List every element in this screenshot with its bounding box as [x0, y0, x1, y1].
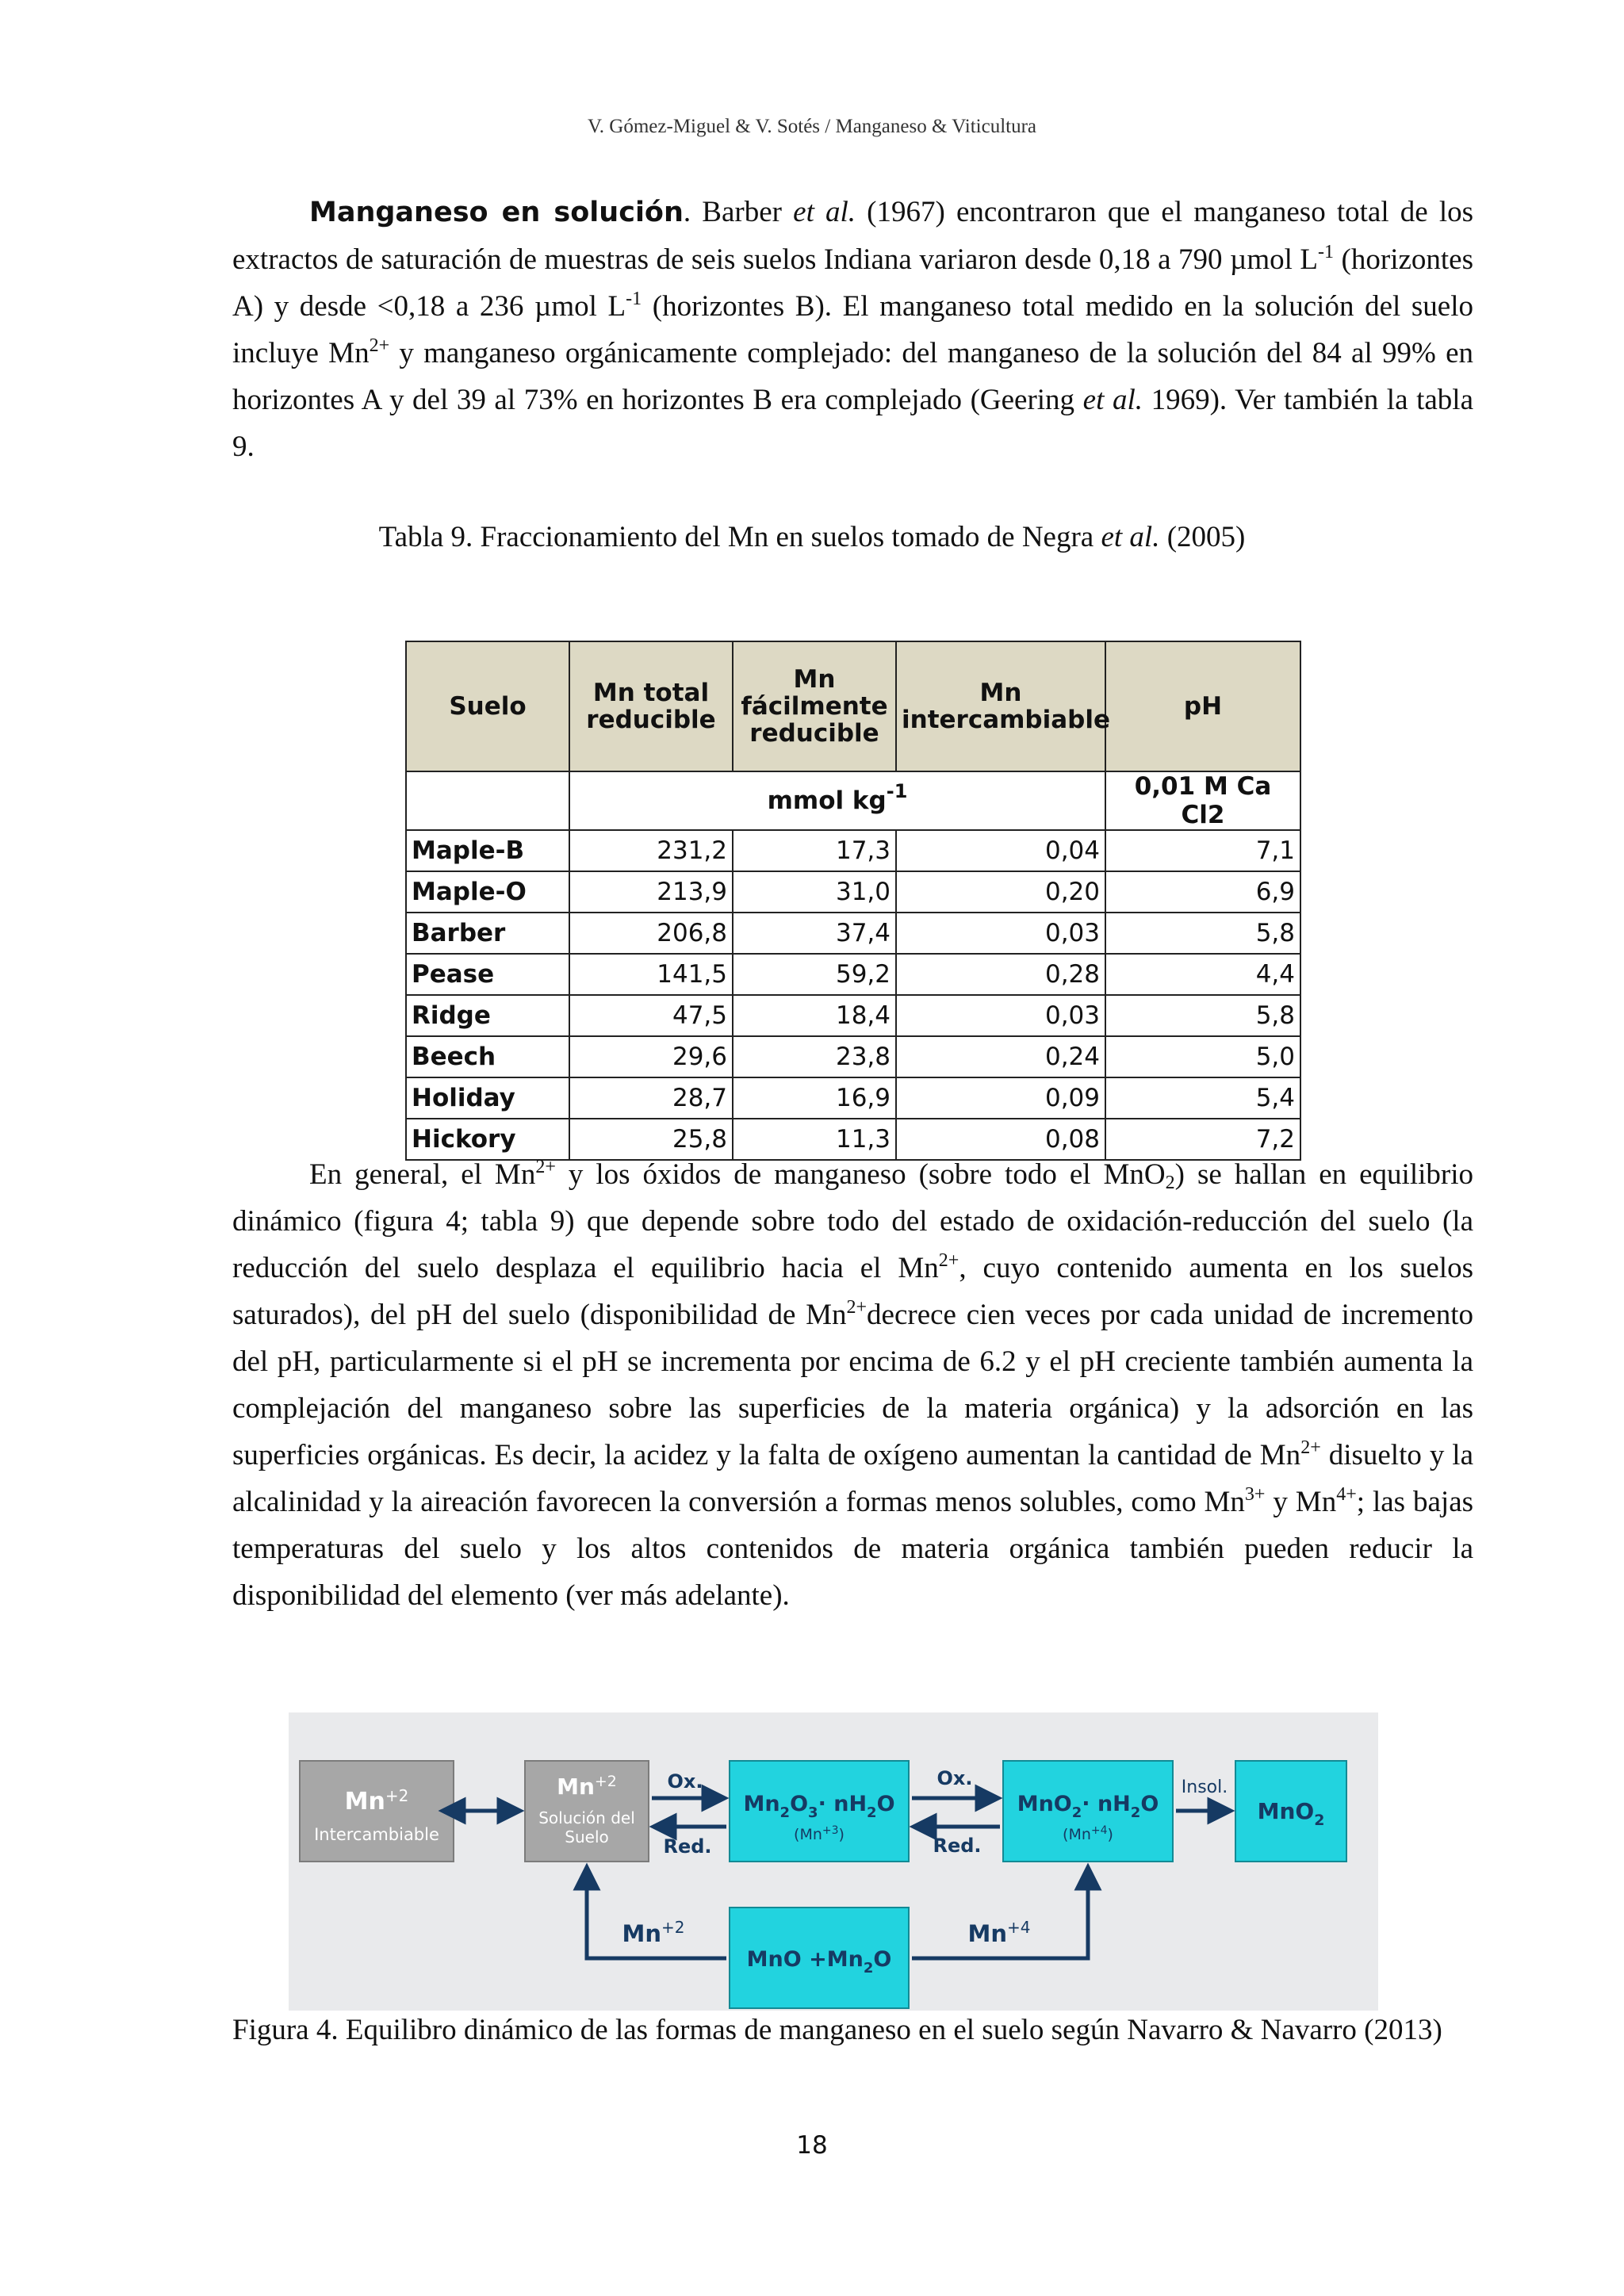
manganese-fractionation-table: [405, 641, 1301, 1161]
value-cell: 29,6: [569, 1036, 733, 1077]
value-cell: 4,4: [1105, 954, 1300, 995]
table-row: [406, 1077, 1300, 1119]
label-ox-2: Ox.: [936, 1767, 973, 1789]
value-cell: 16,9: [733, 1077, 896, 1119]
table-row: [406, 1036, 1300, 1077]
label-mn-plus2: $Mn^{+2}$: [622, 1918, 685, 1947]
value-cell: 7,2: [1105, 1119, 1300, 1160]
box4-formula: $MnO_2\cdot nH_2O$: [1017, 1792, 1159, 1821]
value-cell: 23,8: [733, 1036, 896, 1077]
value-cell: 18,4: [733, 995, 896, 1036]
label-red-2: Red.: [933, 1835, 982, 1857]
value-cell: 25,8: [569, 1119, 733, 1160]
value-cell: 59,2: [733, 954, 896, 995]
value-cell: 11,3: [733, 1119, 896, 1160]
value-cell: 6,9: [1105, 871, 1300, 913]
equilibrium-diagram: [289, 1712, 1378, 2011]
figure-caption: Figura 4. Equilibro dinámico de las formas de manganeso en el suelo según Navarro & Navarro (2013): [232, 2014, 1442, 2046]
para2-text-6: disuelto y la alcalinidad y la aireación favorecen la conversión a formas menos solubles, como Mn: [232, 1439, 1473, 1518]
label-ox-1: Ox.: [667, 1770, 703, 1793]
box1-subtitle: Intercambiable: [314, 1825, 439, 1844]
value-cell: 47,5: [569, 995, 733, 1036]
para1-sup-1: -1: [1318, 242, 1335, 262]
col-header-mn-intercambiable: Mn intercambiable: [896, 641, 1105, 771]
para1-etal-2: et al.: [1082, 384, 1143, 416]
label-red-1: Red.: [663, 1835, 712, 1858]
paragraph-manganeso-en-solucion: [232, 189, 1473, 470]
soil-name-cell: Barber: [406, 913, 569, 954]
table-header-row: [406, 641, 1300, 771]
units-mmol-text: mmol kg: [767, 786, 887, 815]
para2-sup-6: 4+: [1336, 1484, 1357, 1505]
para2-sup-3: 2+: [846, 1297, 868, 1318]
value-cell: 5,8: [1105, 995, 1300, 1036]
value-cell: 7,1: [1105, 830, 1300, 871]
soil-name-cell: Beech: [406, 1036, 569, 1077]
label-mn-plus4: $Mn^{+4}$: [967, 1918, 1031, 1947]
para2-sup-2: 2+: [938, 1250, 959, 1271]
para2-text-1: En general, el Mn: [309, 1158, 536, 1191]
box2-line2: Suelo: [565, 1827, 609, 1846]
para2-text-4: , cuyo contenido aumenta en los suelos saturados), del pH del suelo (disponibilidad de Mn: [232, 1252, 1473, 1331]
soil-name-cell: Holiday: [406, 1077, 569, 1119]
box4-note: $(Mn^{+4})$: [1063, 1824, 1113, 1843]
table-row: [406, 995, 1300, 1036]
soil-name-cell: Maple-O: [406, 871, 569, 913]
para1-text-5: y manganeso orgánicamente complejado: del manganeso de la solución del 84 al 99% en horizontes A y del 39 al 73% en horizontes B era complejado (Geering: [232, 337, 1473, 416]
value-cell: 28,7: [569, 1077, 733, 1119]
paragraph-equilibrio-dinamico: [232, 1151, 1473, 1619]
value-cell: 31,0: [733, 871, 896, 913]
para1-sup-2: -1: [626, 289, 642, 309]
table-row: [406, 954, 1300, 995]
para2-text-5: decrece cien veces por cada unidad de incremento del pH, particularmente si el pH se incrementa por encima de 6.2 y el pH creciente también aumenta la complejación del manganeso sobre las superficies de la materia orgánica) y la adsorción en las superficies orgánicas. Es decir, la acidez y la falta de oxígeno aumentan la cantidad de Mn: [232, 1299, 1473, 1471]
value-cell: 37,4: [733, 913, 896, 954]
para2-text-3: ) se hallan en equilibrio dinámico (figura 4; tabla 9) que depende sobre todo del estado de oxidación-reducción del suelo (la reducción del suelo desplaza el equilibrio hacia el Mn: [232, 1158, 1473, 1284]
soil-name-cell: Maple-B: [406, 830, 569, 871]
col-header-mn-facilmente: Mn fácilmente reducible: [733, 641, 896, 771]
value-cell: 0,24: [896, 1036, 1105, 1077]
para2-sub-1: 2: [1165, 1173, 1175, 1193]
manganese-equilibrium-figure: [289, 1712, 1378, 2011]
value-cell: 0,03: [896, 995, 1105, 1036]
section-lead-title: Manganeso en solución: [309, 197, 684, 228]
units-mmol-cell: [569, 771, 1105, 830]
value-cell: 0,08: [896, 1119, 1105, 1160]
para1-text-1: . Barber: [683, 196, 794, 228]
units-mmol-sup: -1: [886, 780, 908, 802]
value-cell: 0,20: [896, 871, 1105, 913]
running-header: V. Gómez-Miguel & V. Sotés / Manganeso & Viticultura: [587, 116, 1037, 137]
box1-title: $Mn^{+2}$: [344, 1786, 409, 1816]
value-cell: 5,0: [1105, 1036, 1300, 1077]
soil-name-cell: Ridge: [406, 995, 569, 1036]
value-cell: 231,2: [569, 830, 733, 871]
box6-formula: MnO $+Mn_2O$: [746, 1947, 892, 1976]
box2-line1: Solución del: [538, 1808, 635, 1827]
para1-etal-1: et al.: [793, 196, 856, 228]
para1-sup-3: 2+: [369, 335, 390, 356]
para1-text-4: (horizontes B). El manganeso total medido en la solución del suelo incluye Mn: [232, 290, 1473, 369]
value-cell: 0,28: [896, 954, 1105, 995]
soil-name-cell: Pease: [406, 954, 569, 995]
value-cell: 5,4: [1105, 1077, 1300, 1119]
table-row: [406, 913, 1300, 954]
page-number: 18: [796, 2131, 828, 2160]
para2-sup-1: 2+: [535, 1157, 556, 1177]
value-cell: 0,04: [896, 830, 1105, 871]
value-cell: 206,8: [569, 913, 733, 954]
value-cell: 0,09: [896, 1077, 1105, 1119]
col-header-mn-total: Mn total reducible: [569, 641, 733, 771]
table-caption-text: Tabla 9. Fraccionamiento del Mn en suelos tomado de Negra: [378, 521, 1101, 553]
para2-sup-4: 2+: [1300, 1437, 1321, 1458]
col-header-suelo: Suelo: [406, 641, 569, 771]
units-empty-cell: [406, 771, 569, 830]
box3-formula: $Mn_2O_3\cdot nH_2O$: [743, 1792, 895, 1821]
table-row: [406, 871, 1300, 913]
box2-title: $Mn^{+2}$: [557, 1773, 617, 1800]
table-caption-etal: et al.: [1101, 521, 1160, 553]
box5-formula: MnO$_2$: [1257, 1798, 1325, 1829]
value-cell: 141,5: [569, 954, 733, 995]
para2-text-8: ; las bajas temperaturas del suelo y los altos contenidos de materia orgánica también pueden reducir la disponibilidad del elemento (ver más adelante).: [232, 1486, 1474, 1612]
value-cell: 5,8: [1105, 913, 1300, 954]
para2-sup-5: 3+: [1244, 1484, 1266, 1505]
table-caption-year: (2005): [1159, 521, 1246, 553]
box3-note: $(Mn^{+3})$: [794, 1824, 845, 1843]
para2-text-7: y Mn: [1265, 1486, 1337, 1518]
para1-text-3: (horizontes A) y desde <0,18 a 236 µmol L: [232, 243, 1473, 323]
table-row: [406, 830, 1300, 871]
table-units-row: [406, 771, 1300, 830]
value-cell: 213,9: [569, 871, 733, 913]
col-header-ph: pH: [1105, 641, 1300, 771]
para2-text-2: y los óxidos de manganeso (sobre todo el MnO: [555, 1158, 1166, 1191]
table-caption: [0, 514, 1624, 561]
units-ph-cell: 0,01 M Ca Cl2: [1105, 771, 1300, 830]
value-cell: 17,3: [733, 830, 896, 871]
label-insol: Insol.: [1181, 1777, 1228, 1797]
para1-text-6: 1969). Ver también la tabla 9.: [232, 384, 1473, 463]
soil-name-cell: Hickory: [406, 1119, 569, 1160]
value-cell: 0,03: [896, 913, 1105, 954]
table-body: [406, 830, 1300, 1160]
para1-text-2: (1967) encontraron que el manganeso total de los extractos de saturación de muestras de seis suelos Indiana variaron desde 0,18 a 790 µmol L: [232, 196, 1474, 276]
